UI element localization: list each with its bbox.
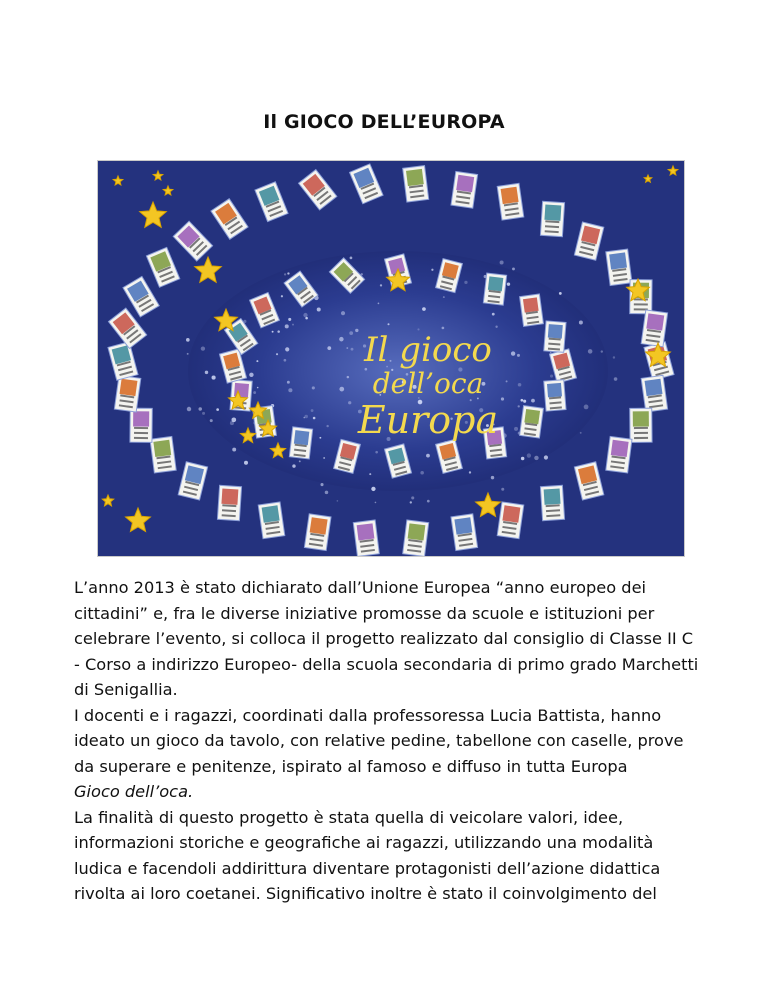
sparkle-dot [514, 427, 518, 431]
sparkle-dot [249, 373, 253, 377]
sparkle-dot [518, 405, 520, 407]
sparkle-dot [464, 281, 467, 284]
board-card [217, 485, 241, 520]
sparkle-dot [339, 337, 344, 342]
board-card [258, 502, 285, 539]
card-picture [524, 409, 540, 424]
sparkle-dot [244, 461, 248, 465]
board-card [641, 310, 667, 347]
card-picture [133, 411, 149, 426]
sparkle-dot [186, 338, 190, 342]
board-card [150, 436, 176, 473]
sparkle-dot [281, 295, 283, 297]
card-picture [262, 505, 280, 522]
sparkle-dot [348, 401, 351, 404]
sparkle-dot [288, 388, 292, 392]
sparkle-dot [495, 326, 497, 328]
board-card [544, 380, 566, 411]
sparkle-dot [491, 476, 494, 479]
card-text-line [634, 437, 648, 439]
card-picture [406, 169, 424, 186]
board-card [540, 485, 564, 520]
board-card [353, 520, 379, 556]
sparkle-dot [187, 353, 189, 355]
paragraph-1: L’anno 2013 è stato dichiarato dall’Unione Europea “anno europeo dei cittadini” e, fra le diverse iniziative promosse da scuole e istituzioni per celebrare l’evento, si colloca il progetto realizzato dal consiglio di Classe II C - Corso a indirizzo Europeo- della scuola secondaria di primo grado Marchetti di Senigallia. [74, 578, 699, 699]
board-card [497, 502, 524, 539]
board-illustration [98, 161, 684, 556]
sparkle-dot [320, 483, 323, 486]
card-picture [310, 517, 328, 534]
sparkle-dot [253, 391, 256, 394]
board-title-line-2: dell’oca [372, 367, 484, 400]
board-card [451, 514, 478, 551]
sparkle-dot [469, 471, 471, 473]
sparkle-dot [323, 457, 325, 459]
sparkle-dot [507, 282, 510, 285]
sparkle-dot [420, 471, 424, 475]
sparkle-dot [305, 317, 308, 320]
sparkle-dot [588, 349, 593, 354]
card-picture [456, 175, 474, 192]
sparkle-dot [534, 456, 538, 460]
sparkle-dot [284, 273, 286, 275]
sparkle-dot [501, 488, 504, 491]
sparkle-dot [349, 331, 353, 335]
card-picture [488, 276, 503, 291]
sparkle-dot [284, 359, 287, 362]
card-picture [609, 252, 627, 269]
sparkle-dot [426, 454, 430, 458]
sparkle-dot [187, 407, 191, 411]
card-picture [611, 440, 629, 457]
sparkle-dot [500, 260, 504, 264]
sparkle-dot [256, 360, 258, 362]
sparkle-dot [347, 376, 349, 378]
sparkle-dot [369, 473, 371, 475]
board-card [544, 321, 566, 352]
card-text-line [634, 427, 648, 429]
board-card [483, 273, 506, 305]
board-title-line-3: Europa [357, 398, 499, 442]
sparkle-dot [427, 500, 430, 503]
card-picture [646, 313, 664, 330]
sparkle-dot [230, 421, 234, 425]
board-card [130, 408, 152, 442]
italic-phrase: Gioco dell’oca. [74, 782, 194, 801]
sparkle-dot [202, 412, 205, 415]
paragraph-2 [74, 703, 704, 805]
sparkle-dot [506, 380, 508, 382]
card-text-line [634, 303, 648, 305]
sparkle-dot [201, 346, 205, 350]
sparkle-dot [292, 464, 295, 467]
card-picture [548, 324, 563, 339]
card-picture [454, 517, 472, 534]
sparkle-dot [511, 351, 515, 355]
card-picture [357, 523, 375, 540]
card-picture [221, 489, 238, 505]
board-card [606, 249, 632, 286]
sparkle-dot [319, 437, 321, 439]
sparkle-dot [339, 387, 344, 392]
sparkle-dot [579, 321, 583, 325]
card-picture [544, 205, 561, 221]
board-card [520, 406, 544, 438]
sparkle-dot [216, 408, 219, 411]
sparkle-dot [288, 318, 291, 321]
board-card [403, 520, 429, 556]
sparkle-dot [285, 347, 289, 351]
card-picture [544, 489, 561, 505]
card-text-line [634, 432, 648, 434]
sparkle-dot [313, 417, 316, 420]
sparkle-dot [527, 453, 531, 457]
board-title-line-1: Il gioco [364, 330, 492, 370]
sparkle-dot [346, 347, 348, 349]
sparkle-dot [614, 377, 618, 381]
sparkle-dot [292, 324, 294, 326]
sparkle-dot [378, 303, 380, 305]
sparkle-dot [350, 256, 353, 259]
sparkle-dot [232, 448, 236, 452]
sparkle-dot [375, 502, 377, 504]
sparkle-dot [325, 491, 329, 495]
board-card [403, 166, 429, 202]
card-text-line [134, 437, 148, 439]
board-card [289, 427, 312, 459]
board-game-photo [97, 160, 685, 557]
sparkle-dot [580, 432, 582, 434]
sparkle-dot [559, 292, 562, 295]
sparkle-dot [304, 415, 307, 418]
sparkle-dot [443, 296, 445, 298]
sparkle-dot [411, 496, 414, 499]
sparkle-dot [521, 457, 524, 460]
sparkle-dot [544, 455, 548, 459]
paragraph-2-text: I docenti e i ragazzi, coordinati dalla professoressa Lucia Battista, hanno ideato un gioco da tavolo, con relative pedine, tabellone con caselle, prove da superare e penitenze, ispirato al famoso e diffuso in tutta Europa [74, 705, 684, 776]
board-card [641, 375, 667, 412]
sparkle-dot [380, 284, 382, 286]
sparkle-dot [311, 409, 314, 412]
sparkle-dot [387, 323, 389, 325]
sparkle-dot [501, 397, 504, 400]
sparkle-dot [355, 329, 358, 332]
card-picture [501, 187, 519, 204]
sparkle-dot [531, 399, 535, 403]
sparkle-dot [327, 346, 331, 350]
board-card [606, 436, 632, 473]
sparkle-dot [287, 272, 289, 274]
board-card [630, 408, 652, 442]
sparkle-dot [492, 313, 495, 316]
board-card [540, 201, 564, 236]
sparkle-dot [205, 371, 208, 374]
sparkle-dot [442, 327, 445, 330]
sparkle-dot [317, 308, 321, 312]
sparkle-dot [371, 487, 375, 491]
sparkle-dot [375, 451, 378, 454]
sparkle-dot [276, 353, 278, 355]
card-picture [119, 379, 137, 396]
sparkle-dot [351, 348, 354, 351]
sparkle-dot [431, 269, 433, 271]
sparkle-dot [337, 500, 339, 502]
sparkle-dot [601, 350, 603, 352]
sparkle-dot [326, 425, 328, 427]
sparkle-dot [285, 324, 289, 328]
sparkle-dot [277, 330, 280, 333]
card-picture [153, 440, 171, 457]
board-card [114, 375, 140, 412]
sparkle-dot [550, 375, 553, 378]
board-card [451, 171, 478, 208]
sparkle-dot [303, 313, 307, 317]
sparkle-dot [198, 407, 201, 410]
sparkle-dot [210, 419, 213, 422]
sparkle-dot [422, 307, 426, 311]
sparkle-dot [287, 381, 290, 384]
sparkle-dot [257, 387, 259, 389]
card-picture [294, 430, 309, 445]
sparkle-dot [613, 356, 615, 358]
sparkle-dot [518, 383, 522, 387]
sparkle-dot [584, 405, 589, 410]
body-text [74, 575, 704, 907]
paragraph-3: La finalità di questo progetto è stata quella di veicolare valori, idee, informazioni storiche e geografiche ai ragazzi, utilizzando una modalità ludica e facendoli addirittura diventare protagonisti dell’azione didattica rivolta ai loro coetanei. Significativo inoltre è stato il coinvolgimento del [74, 807, 661, 903]
card-picture [547, 383, 562, 398]
card-picture [523, 297, 539, 312]
board-handwritten-title [357, 330, 498, 442]
sparkle-dot [272, 331, 274, 333]
sparkle-dot [523, 400, 526, 403]
sparkle-dot [312, 386, 315, 389]
sparkle-dot [299, 460, 301, 462]
card-picture [502, 505, 520, 522]
board-card [520, 294, 544, 326]
sparkle-dot [410, 501, 412, 503]
card-picture [645, 379, 663, 396]
card-picture [633, 411, 649, 426]
document-title: Il GIOCO DELL’EUROPA [263, 111, 505, 133]
sparkle-dot [341, 311, 345, 315]
sparkle-dot [517, 354, 520, 357]
sparkle-dot [512, 267, 515, 270]
sparkle-dot [212, 376, 216, 380]
card-text-line [134, 432, 148, 434]
board-card [304, 514, 331, 551]
card-text-line [134, 427, 148, 429]
board-card [497, 183, 524, 220]
card-picture [408, 523, 426, 540]
sparkle-dot [520, 399, 523, 402]
